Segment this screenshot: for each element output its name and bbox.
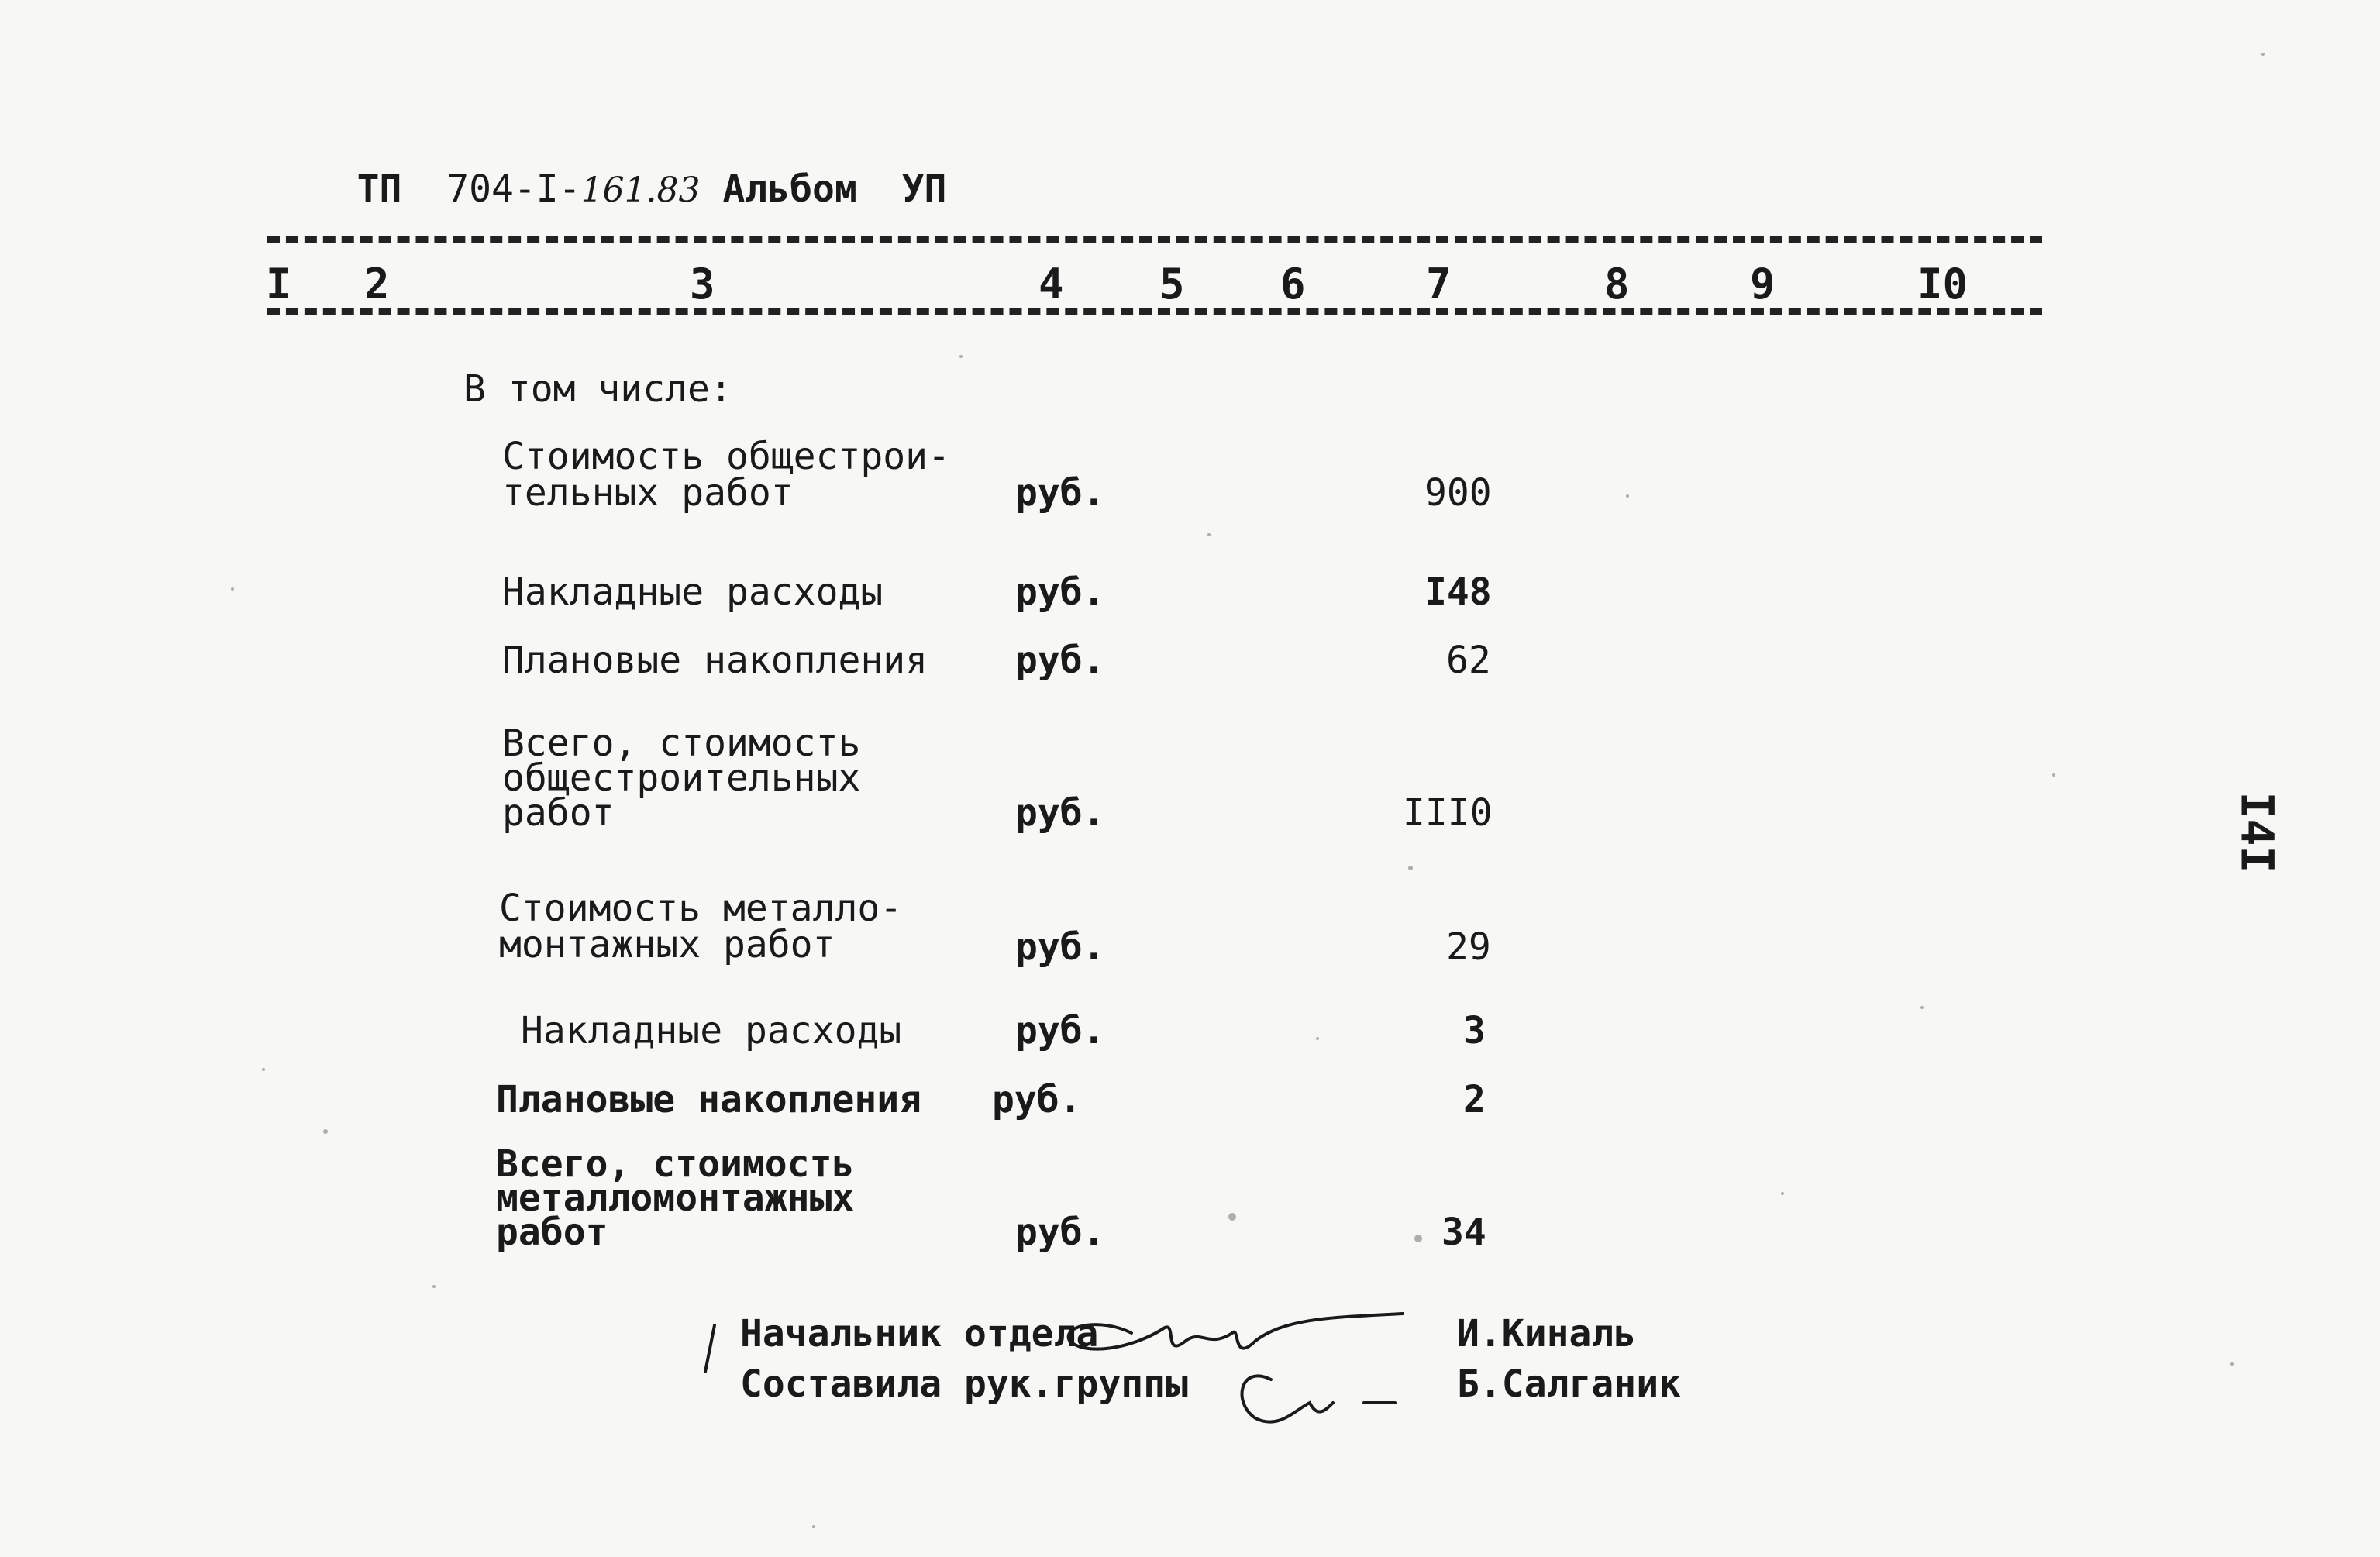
column-number: 9 — [1750, 260, 1776, 308]
column-number: I — [266, 260, 291, 308]
series-prefix: ТП — [356, 167, 402, 211]
page-number: I4I — [2230, 791, 2284, 873]
row-label-line: работ — [496, 1211, 608, 1254]
row-unit: руб. — [1015, 570, 1105, 614]
album-label: Альбом — [722, 167, 857, 211]
table-top-rule — [267, 236, 2042, 243]
row-label-line: Накладные расходы — [502, 570, 883, 614]
table-bottom-rule — [267, 308, 2042, 315]
column-number: 8 — [1604, 260, 1630, 308]
row-value: III0 — [1403, 791, 1493, 835]
row-label-line: Стоимость металло- — [499, 887, 903, 930]
row-label-line: Накладные расходы — [521, 1009, 902, 1052]
document-code — [267, 133, 946, 245]
section-heading: В том числе: — [463, 367, 732, 411]
row-label-line: Плановые накопления — [502, 639, 928, 682]
signature-name: Б.Салганик — [1457, 1362, 1681, 1406]
row-label-line: монтажных работ — [499, 923, 835, 966]
row-label-line: Плановые накопления — [496, 1078, 922, 1121]
row-unit: руб. — [1015, 791, 1105, 835]
row-unit: руб. — [1015, 925, 1105, 969]
column-number: 2 — [364, 260, 390, 308]
row-label-line: металломонтажных — [496, 1176, 855, 1220]
signature-role: Начальник отдела — [740, 1312, 1099, 1355]
row-unit: руб. — [1015, 1009, 1105, 1052]
row-label-line: Всего, стоимость — [496, 1142, 855, 1186]
row-unit: руб. — [992, 1078, 1082, 1121]
row-value: 62 — [1446, 639, 1491, 682]
signature-scribbles — [697, 1287, 1441, 1442]
column-number: 6 — [1280, 260, 1306, 308]
row-label-line: тельных работ — [502, 471, 794, 515]
album-number: УП — [901, 167, 947, 211]
row-value: 3 — [1463, 1009, 1486, 1052]
handwritten-code: 161.83 — [580, 171, 701, 210]
row-value: 34 — [1441, 1211, 1486, 1254]
row-label-line: общестроительных — [502, 756, 861, 800]
row-label-line: работ — [502, 791, 615, 835]
row-label-line: Стоимость общестрои- — [502, 435, 950, 478]
signature-role: Составила рук.группы — [740, 1362, 1188, 1406]
column-number: I0 — [1917, 260, 1968, 308]
column-number: 4 — [1038, 260, 1064, 308]
row-unit: руб. — [1015, 471, 1105, 515]
row-value: I48 — [1424, 570, 1492, 614]
row-label-line: Всего, стоимость — [502, 722, 861, 765]
signature-name: И.Киналь — [1457, 1312, 1637, 1355]
row-value: 29 — [1446, 925, 1491, 969]
row-value: 900 — [1424, 471, 1492, 515]
column-number: 3 — [690, 260, 715, 308]
row-unit: руб. — [1015, 639, 1105, 682]
column-number: 7 — [1426, 260, 1452, 308]
column-number: 5 — [1159, 260, 1185, 308]
row-unit: руб. — [1015, 1211, 1105, 1254]
project-code: 704-I- — [446, 167, 581, 211]
row-value: 2 — [1463, 1078, 1486, 1121]
